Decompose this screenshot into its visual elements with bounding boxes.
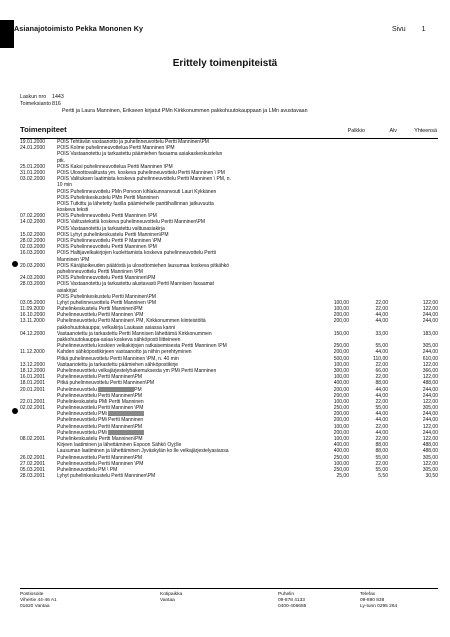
row-vat: 110,00 <box>373 355 388 362</box>
row-total: 122,00 <box>422 460 438 467</box>
row-text: Vastaanotettu ja tarkastettu päämiehen sähköpostikirje <box>57 361 179 368</box>
row-text: Puhelinneuvottelu Pertti Manninen \PM <box>57 312 144 319</box>
row-date: 19.01.2000 <box>20 139 46 145</box>
row-fee: 200,00 <box>333 411 349 418</box>
row-text: POIS Käräjäoikeuden päätöstä ja ulosottomiehen lausumaa koskeva pitkähkö <box>57 262 230 269</box>
row-date: 15.02.2000 <box>20 231 46 238</box>
row-vat: 44,00 <box>375 429 388 436</box>
row-text: Puhelinkeskustelu PMi Pertti Manninen <box>57 398 144 405</box>
row-fee: 250,00 <box>333 405 349 412</box>
row-total: 122,00 <box>422 398 438 405</box>
row-total: 305,00 <box>422 343 438 350</box>
row-text: Puhelinneuvottelu <box>57 386 97 393</box>
punch-hole-bottom <box>12 408 18 414</box>
row-text: POIS Puhelinkeskustelu Pertti Manninen\PM <box>57 293 156 300</box>
row-vat: 88,00 <box>375 380 388 387</box>
row-text: Puhelinneuvottelu velkajärjestelyhakemuksesta ym PMi Pertti Manninen <box>57 367 217 374</box>
row-fee: 300,00 <box>333 367 349 374</box>
row-text: Puhelinneuvottelu Pertti Manninen\PM <box>57 392 143 399</box>
row-date: 14.02.2000 <box>20 219 46 226</box>
row-date: 16.10.2000 <box>20 312 46 319</box>
row-total: 244,00 <box>422 312 438 319</box>
row-total: 244,00 <box>422 318 438 325</box>
row-total: 122,00 <box>422 436 438 442</box>
row-date: 02.02.2001 <box>20 405 46 412</box>
footer-address <box>20 592 57 610</box>
row-date: 08.02.2001 <box>20 436 46 442</box>
document-title: Erittely toimenpiteistä <box>172 58 278 69</box>
column-headers <box>20 127 437 136</box>
row-date: 16.01.2001 <box>20 374 46 381</box>
row-text: POIS Kaksi puhelinneuvottelua Pertti Manninen \PM <box>57 163 173 170</box>
redacted-name-block <box>108 411 144 416</box>
row-date: 24.01.2000 <box>20 145 46 152</box>
row-text: Puhelinneuvottelu PMi Pertti Manninen <box>57 417 144 424</box>
row-text: Pitkä puhelinneuvottelu Pertti Manninen \PM, n. 40 min <box>57 355 179 362</box>
row-text: Puhelinkeskustelu Pertti Manninen\PM <box>57 436 143 442</box>
case-value: 1443 <box>52 94 64 100</box>
row-date: 31.01.2000 <box>20 169 46 176</box>
row-date: 13.11.2000 <box>20 318 45 325</box>
row-total: 244,00 <box>422 392 438 399</box>
row-text: Lyhyt puhelinneuvottelu Pertti Manninen \PM <box>57 299 157 306</box>
row-text: POIS Vastaanotettu ja tarkastettu valitusasiakirja <box>57 225 165 232</box>
row-text: Puhelinneuvottelu Pertti Manninen\PM <box>57 423 143 430</box>
row-fee: 200,00 <box>333 312 349 319</box>
row-vat: 22,00 <box>375 460 388 467</box>
row-fee: 100,00 <box>333 436 349 442</box>
page-label: Sivu <box>392 26 406 33</box>
row-vat: 88,00 <box>375 442 388 449</box>
row-date: 24.03.2000 <box>20 275 46 282</box>
row-date: 25.01.2000 <box>20 163 46 170</box>
row-total: 488,00 <box>422 380 438 387</box>
row-total: 122,00 <box>422 374 438 381</box>
row-text: POIS Puhelinneuvottelu PMn Porvoon kihlakunnanvouti Lauri Kykkänen <box>57 188 217 195</box>
row-text: koskeva teksti <box>57 207 89 214</box>
row-total: 244,00 <box>422 386 438 393</box>
redacted-name-block <box>108 430 144 435</box>
row-fee: 100,00 <box>333 361 349 368</box>
row-total: 305,00 <box>422 454 438 461</box>
row-text: POIS Ulosottovalitusta ym. koskeva puhelinneuvottelu Pertti Manninen \ PM <box>57 169 225 176</box>
row-vat: 22,00 <box>375 436 388 442</box>
row-date: 20.03.2000 <box>20 262 46 269</box>
row-total: 305,00 <box>422 405 438 412</box>
footer-address-city: 01620 Vantaa <box>20 603 50 609</box>
row-total: 610,00 <box>422 355 438 362</box>
footer-phone-1: 09-878 4133 <box>278 597 305 603</box>
row-date: 18.12.2000 <box>20 367 46 374</box>
row-vat: 22,00 <box>375 398 388 405</box>
column-header-actions: Toimenpiteet <box>20 125 67 134</box>
row-vat: 44,00 <box>375 411 388 418</box>
row-text: Puhelinneuvottelu Pertti Manninen\PM <box>57 454 143 461</box>
row-text: ptk. <box>57 157 66 164</box>
row-text: Kirjeen laatiminen ja lähettäminen Espoon Sähkö Oyj:lle <box>57 442 182 449</box>
row-text: POIS Tehtävän vastaanotto ja puhelinneuvottelu Pertti Manninen\PM <box>57 139 209 145</box>
row-fee: 250,00 <box>333 343 349 350</box>
case-description: Pertti ja Laura Manninen, Erikseen kirjatut PMn Kirkkonummen pakkohuutokauppaan ja LMn avustavaan <box>62 108 308 114</box>
row-vat: 44,00 <box>375 349 388 356</box>
row-text-suffix: PM <box>134 386 142 393</box>
row-date: 13.12.2000 <box>20 361 46 368</box>
row-date: 18.01.2001 <box>20 380 46 387</box>
row-date: 26.02.2001 <box>20 454 46 461</box>
row-total: 122,00 <box>422 299 438 306</box>
row-total: 244,00 <box>422 417 438 424</box>
footer-phone-2: 0400-406685 <box>278 603 307 609</box>
row-text: Puhelinneuvottelu Pertti Manninen \PM <box>57 405 144 412</box>
row-text: Kahden sähköpostikirjeen vastaanotto ja niihin perehtyminen <box>57 349 192 356</box>
punch-hole-top <box>12 261 18 267</box>
row-vat: 44,00 <box>375 386 388 393</box>
row-text: Vastaanotettu ja tarkastettu Pertti Mannisen lähettämä Kirkkonummen <box>57 330 212 337</box>
row-date: 22.01.2001 <box>20 398 46 405</box>
row-text: POIS Tutkittu ja lähetetty faxilla päämiehelle panttihallinnan jatkuvuutta <box>57 200 214 207</box>
row-date: 11.09.2000 <box>20 306 45 313</box>
row-text: Puhelinneuvottelu Pertti Manninen\PM <box>57 374 143 381</box>
row-total: 488,00 <box>422 442 438 449</box>
row-fee: 100,00 <box>333 423 349 430</box>
footer-address-label: Postiosoite <box>20 592 44 597</box>
row-vat: 44,00 <box>375 312 388 319</box>
row-vat: 55,00 <box>375 466 388 473</box>
row-date: 07.02.2000 <box>20 213 46 220</box>
row-text: Puhelinneuvottelu Pertti Manninen \PM <box>57 460 144 467</box>
row-vat: 5,50 <box>378 473 388 480</box>
client-value: 816 <box>52 101 61 107</box>
column-header-fee: Palkkio <box>347 128 365 134</box>
row-total: 244,00 <box>422 411 438 418</box>
row-fee: 200,00 <box>333 386 349 393</box>
row-fee: 200,00 <box>333 417 349 424</box>
footer-domicile <box>160 592 182 604</box>
row-fee: 250,00 <box>333 454 349 461</box>
row-date: 03.05.2000 <box>20 299 46 306</box>
footer-fax-label: Telefax <box>360 592 376 597</box>
footer-address-street: Vihertie 44-46 A1 <box>20 597 57 603</box>
row-vat: 44,00 <box>375 392 388 399</box>
column-header-total: Yhteensä <box>414 128 437 134</box>
row-text: Puhelinneuvottelu Pertti Manninen\ PM, Kirkkonummen kiinteistöltä <box>57 318 206 325</box>
row-vat: 33,00 <box>375 330 388 337</box>
row-text: POIS Puhelinneuvottelu Pertti Manninen\PM <box>57 275 156 282</box>
row-fee: 100,00 <box>333 306 349 313</box>
row-text: POIS Valitustekstiä koskeva puhelinneuvottelu Pertti Manninen\PM <box>57 219 206 226</box>
redacted-name-block <box>98 387 134 392</box>
row-vat: 55,00 <box>375 454 388 461</box>
row-text: POIS Puhelinkeskustelu PMn Pertti Manninen <box>57 194 159 201</box>
row-text: POIS Lyhyt puhelinkeskustelu Pertti Manninen\PM <box>57 231 169 238</box>
footer-fax <box>360 592 397 610</box>
row-date: 27.02.2001 <box>20 460 46 467</box>
row-vat: 22,00 <box>375 299 388 306</box>
row-fee: 400,00 <box>333 448 349 455</box>
page-number: 1 <box>421 26 426 33</box>
row-total: 122,00 <box>422 306 438 313</box>
row-fee: 100,00 <box>333 299 349 306</box>
row-fee: 200,00 <box>333 318 349 325</box>
row-total: 183,00 <box>422 330 438 337</box>
row-text: Lausuman laatiminen ja lähettäminen Jyväskylän ko:lle velkajärjestelyasiassa <box>57 448 229 455</box>
row-fee: 200,00 <box>333 392 349 399</box>
row-text: POIS Haltijavelkakirjojen kuolettamista koskeva puhelinneuvottelu Pertti <box>57 250 216 257</box>
row-text: Puhelinkeskustelu Pertti Manninen\PM <box>57 306 143 313</box>
row-fee: 100,00 <box>333 398 349 405</box>
footer-divider <box>20 588 438 589</box>
row-fee: 100,00 <box>333 374 349 381</box>
row-vat: 22,00 <box>375 374 388 381</box>
row-total: 244,00 <box>422 349 438 356</box>
column-header-vat: Alv <box>389 128 397 134</box>
row-total: 305,00 <box>422 466 438 473</box>
row-total: 122,00 <box>422 423 438 430</box>
row-total: 30,50 <box>425 473 438 480</box>
row-date: 28.03.2000 <box>20 281 46 288</box>
row-text: POIS Puhelinneuvottelu Pertti Manninen \PM <box>57 213 157 220</box>
row-fee: 250,00 <box>333 466 349 473</box>
row-text: POIS Puhelinneuvottelu Pertti P Manninen \PM <box>57 238 162 244</box>
actions-table <box>20 139 438 479</box>
row-date: 20.01.2001 <box>20 386 46 393</box>
row-fee: 100,00 <box>333 460 349 467</box>
row-total: 122,00 <box>422 361 438 368</box>
row-text: POIS Kolme puhelinneuvottelua Pertti Manninen \PM <box>57 145 175 152</box>
row-total: 244,00 <box>422 429 438 436</box>
row-fee: 25,00 <box>336 473 349 480</box>
row-text: Manninen \PM <box>57 256 90 263</box>
row-vat: 55,00 <box>375 343 388 350</box>
row-description <box>57 473 155 479</box>
row-text: 10 min <box>57 182 73 189</box>
row-vat: 44,00 <box>375 318 388 325</box>
row-text: Puhelinneuvottelu PM \ PM <box>57 466 118 473</box>
row-vat: 22,00 <box>375 361 388 368</box>
row-vat: 88,00 <box>375 448 388 455</box>
case-label: Laskun nro <box>20 94 47 100</box>
row-fee: 200,00 <box>333 429 349 436</box>
row-text: Pitkä puhelinneuvottelu Pertti Manninen\PM <box>57 380 155 387</box>
row-date: 28.02.2000 <box>20 238 46 244</box>
footer-domicile-value: Vantaa <box>160 597 175 603</box>
row-text: Lyhyt puhelinkeskustelu Pertti Manninen\PM <box>57 473 156 480</box>
table-row <box>20 473 438 479</box>
office-name: Asianajotoimisto Pekka Mononen Ky <box>14 24 144 33</box>
row-text: Puhelinneuvottelu koskien velkakirjojen ratkaisemisesta Pertti Manninen \PM <box>57 343 227 350</box>
row-fee: 500,00 <box>333 355 349 362</box>
row-text: pakkohuutokauppa-asiaa koskeva sähköposti liitteineen <box>57 337 181 343</box>
row-date: 28.03.2001 <box>20 473 46 480</box>
row-date: 04.12.2000 <box>20 330 46 337</box>
footer-phone-label: Puhelin <box>278 592 295 597</box>
row-fee: 200,00 <box>333 349 349 356</box>
row-date: 16.03.2000 <box>20 250 46 257</box>
row-fee: 400,00 <box>333 442 349 449</box>
row-date: 02.03.2000 <box>20 244 46 251</box>
row-vat: 22,00 <box>375 423 388 430</box>
invoice-info <box>20 94 308 115</box>
row-vat: 55,00 <box>375 405 388 412</box>
row-text: POIS Puhelinneuvottelu Pertti Manninen \PM <box>57 244 157 251</box>
row-vat: 44,00 <box>375 417 388 424</box>
row-text: POIS Vastaanotettu ja tarkastettu alustavasti Pertti Mannisen faxaamat <box>57 281 214 288</box>
footer-phone <box>278 592 306 610</box>
row-text: Puhelinneuvottelu PMi <box>57 411 107 418</box>
row-date: 05.03.2001 <box>20 466 46 473</box>
footer-fax-number: 09-890 838 <box>360 597 385 603</box>
client-label: Toimeksianto <box>20 101 51 107</box>
row-text: puhelinneuvottelu Pertti Manninen \PM <box>57 268 143 275</box>
row-date: 11.12.2000 <box>20 349 45 356</box>
row-text: POIS Valituksen laatimista koskeva puhelinneuvottelu Pertti Manninen \ PM, n. <box>57 176 231 183</box>
row-fee: 400,00 <box>333 380 349 387</box>
row-text: asiakirjat <box>57 287 77 294</box>
footer-business-id: Ly-tunn 0295 264 <box>360 603 398 609</box>
row-total: 488,00 <box>422 448 438 455</box>
row-vat: 22,00 <box>375 306 388 313</box>
row-text: POIS Vastaanotettu ja tarkastettu päämiehen faxaama asiakaskeskustelun <box>57 151 223 158</box>
row-fee: 150,00 <box>333 330 349 337</box>
scan-black-bar <box>0 20 14 48</box>
row-text: Puhelinneuvottelu PMi <box>57 429 107 436</box>
footer-domicile-label: Kotipaikka <box>160 592 183 597</box>
row-total: 366,00 <box>422 367 438 374</box>
row-text: pakkohuutokauppa; velkakirja Laukaan asiassa kanni <box>57 324 176 331</box>
row-date: 03.02.2000 <box>20 176 46 183</box>
page-indicator <box>392 26 426 33</box>
row-vat: 66,00 <box>375 367 388 374</box>
